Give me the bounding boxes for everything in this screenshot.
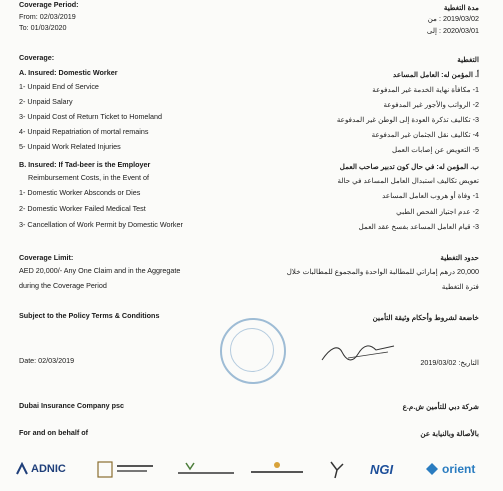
orient-logo-text: orient	[442, 462, 476, 476]
ar-period-to: 2020/03/01 : إلى	[426, 26, 479, 35]
period-from: From: 02/03/2019	[19, 12, 76, 21]
ar-list-item: 5- التعويض عن إصابات العمل	[392, 145, 479, 154]
insurer-emblem-icon	[97, 459, 155, 479]
adnic-logo	[15, 457, 66, 481]
list-item: 5- Unpaid Work Related Injuries	[19, 142, 121, 151]
section-a-title: A. Insured: Domestic Worker	[19, 68, 118, 77]
period-to: To: 01/03/2020	[19, 23, 67, 32]
ar-section-b-intro: تعويض تكاليف استبدال العامل المساعد في حالة	[337, 176, 479, 185]
coverage-period-label: Coverage Period:	[19, 0, 79, 9]
insurer-logo	[97, 457, 155, 481]
ar-list-item: 2- عدم اجتياز الفحص الطبي	[396, 207, 479, 216]
list-item: 1- Unpaid End of Service	[19, 82, 99, 91]
ar-period-label: مدة التغطية	[443, 3, 479, 12]
ar-period-from: 2019/03/02 : من	[427, 14, 479, 23]
ar-coverage-limit-line1: 20,000 درهم إماراتي للمطالبة الواحدة والمجموع للمطالبات خلال	[286, 267, 479, 276]
company-name: Dubai Insurance Company psc	[19, 401, 125, 410]
ar-company-name: شركة دبي للتأمين ش.م.ع	[402, 402, 479, 411]
list-item: 1- Domestic Worker Absconds or Dies	[19, 188, 141, 197]
list-item: 3- Cancellation of Work Permit by Domestic Worker	[19, 220, 183, 229]
section-b-intro: Reimbursement Costs, in the Event of	[28, 173, 150, 182]
orient-logo	[425, 457, 475, 481]
adnic-logo-text: ADNIC	[31, 463, 66, 475]
ar-list-item: 1- مكافأة نهاية الخدمة غير المدفوعة	[372, 85, 479, 94]
coverage-limit-line2: during the Coverage Period	[19, 281, 107, 290]
list-item: 3- Unpaid Cost of Return Ticket to Homeland	[19, 112, 163, 121]
orient-icon	[425, 462, 439, 476]
ar-list-item: 1- وفاة أو هروب العامل المساعد	[382, 191, 479, 200]
coverage-limit-line1: AED 20,000/- Any One Claim and in the Aggregate	[19, 266, 181, 275]
signature	[318, 338, 398, 368]
ar-list-item: 2- الرواتب والأجور غير المدفوعة	[383, 100, 479, 109]
ar-coverage-label: التغطية	[457, 55, 479, 64]
ar-section-b-title: ب. المؤمن له: في حال كون تدبير صاحب العمل	[339, 162, 479, 171]
ngi-logo-text: NGI	[370, 461, 394, 477]
insurer-logo-2	[178, 457, 234, 481]
section-b-title: B. Insured: If Tad-beer is the Employer	[19, 160, 151, 169]
adnic-icon	[15, 462, 29, 476]
ar-issue-date: التاريخ: 2019/03/02	[420, 358, 479, 367]
list-item: 2- Domestic Worker Failed Medical Test	[19, 204, 146, 213]
ar-coverage-limit-line2: فترة التغطية	[441, 282, 479, 291]
coverage-label: Coverage:	[19, 53, 55, 62]
ar-coverage-limit-label: حدود التغطية	[440, 253, 479, 262]
insurer-emblem-icon	[327, 458, 347, 480]
ar-list-item: 3- قيام العامل المساعد بفسخ عقد العمل	[358, 222, 479, 231]
insurer-emblem-icon	[178, 459, 234, 479]
insurer-logo-4	[327, 457, 347, 481]
issue-date: Date: 02/03/2019	[19, 356, 75, 365]
list-item: 4- Unpaid Repatriation of mortal remains	[19, 127, 149, 136]
ar-list-item: 3- تكاليف تذكرة العودة إلى الوطن غير المدفوعة	[336, 115, 479, 124]
insurer-logo-3	[247, 457, 307, 481]
on-behalf-label: For and on behalf of	[19, 428, 89, 437]
company-stamp	[220, 318, 286, 384]
list-item: 2- Unpaid Salary	[19, 97, 73, 106]
insurer-emblem-icon	[247, 459, 307, 479]
ar-policy-terms: خاضعة لشروط وأحكام وثيقة التأمين	[372, 313, 479, 322]
ar-list-item: 4- تكاليف نقل الجثمان غير المدفوعة	[371, 130, 479, 139]
ar-section-a-title: أ. المؤمن له: العامل المساعد	[393, 70, 479, 79]
ngi-logo	[370, 457, 393, 481]
policy-terms: Subject to the Policy Terms & Conditions	[19, 311, 160, 320]
coverage-limit-label: Coverage Limit:	[19, 253, 74, 262]
ar-on-behalf-label: بالأصالة وبالنيابة عن	[420, 429, 479, 438]
